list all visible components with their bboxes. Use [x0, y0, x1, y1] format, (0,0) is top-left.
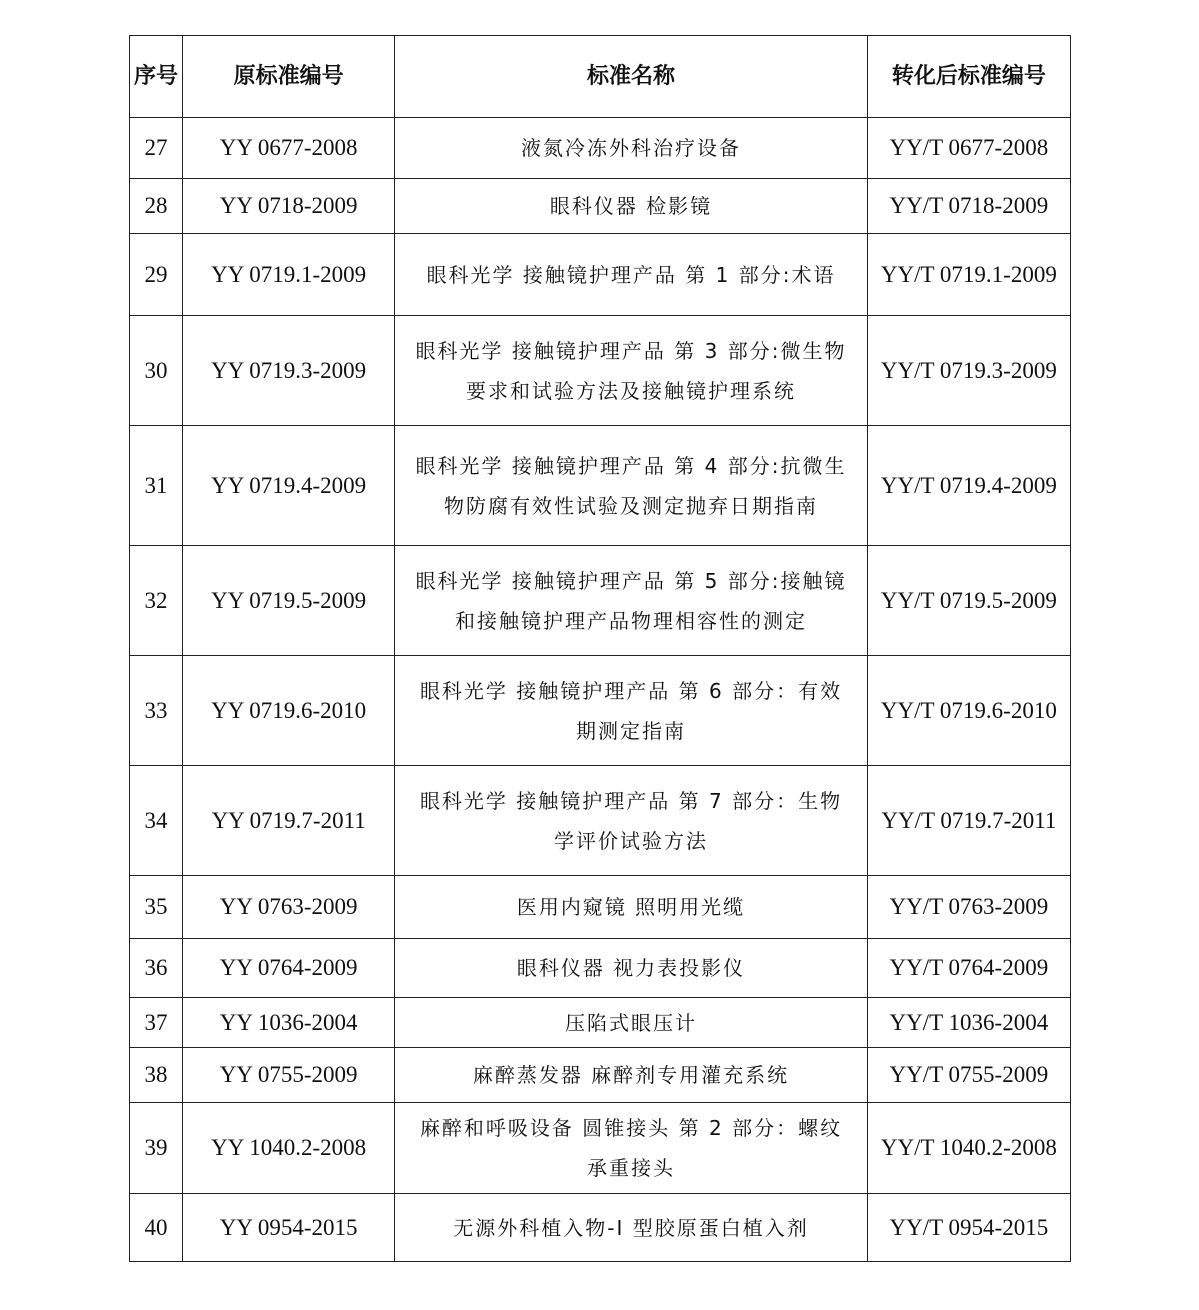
cell-converted-code: YY/T 0677-2008 — [867, 118, 1070, 179]
table-row — [130, 118, 1071, 179]
cell-name: 医用内窥镜 照明用光缆 — [395, 876, 868, 939]
cell-converted-code: YY/T 0954-2015 — [867, 1194, 1070, 1262]
cell-seq: 37 — [130, 998, 183, 1048]
table-header-row — [130, 36, 1071, 118]
cell-name: 麻醉和呼吸设备 圆锥接头 第 2 部分：螺纹承重接头 — [395, 1103, 868, 1194]
cell-name: 液氮冷冻外科治疗设备 — [395, 118, 868, 179]
cell-original-code: YY 0763-2009 — [183, 876, 395, 939]
table-row — [130, 1048, 1071, 1103]
cell-name: 眼科光学 接触镜护理产品 第 5 部分:接触镜和接触镜护理产品物理相容性的测定 — [395, 546, 868, 656]
cell-name: 眼科仪器 视力表投影仪 — [395, 939, 868, 998]
cell-name: 眼科光学 接触镜护理产品 第 3 部分:微生物要求和试验方法及接触镜护理系统 — [395, 316, 868, 426]
cell-converted-code: YY/T 1036-2004 — [867, 998, 1070, 1048]
cell-seq: 40 — [130, 1194, 183, 1262]
cell-name: 麻醉蒸发器 麻醉剂专用灌充系统 — [395, 1048, 868, 1103]
cell-name: 无源外科植入物-I 型胶原蛋白植入剂 — [395, 1194, 868, 1262]
cell-converted-code: YY/T 0764-2009 — [867, 939, 1070, 998]
cell-original-code: YY 0719.6-2010 — [183, 656, 395, 766]
cell-original-code: YY 0719.1-2009 — [183, 234, 395, 316]
table-row — [130, 179, 1071, 234]
table-row — [130, 1194, 1071, 1262]
cell-original-code: YY 1036-2004 — [183, 998, 395, 1048]
table-row — [130, 766, 1071, 876]
cell-name: 眼科光学 接触镜护理产品 第 6 部分：有效期测定指南 — [395, 656, 868, 766]
cell-seq: 28 — [130, 179, 183, 234]
table-row — [130, 1103, 1071, 1194]
cell-original-code: YY 1040.2-2008 — [183, 1103, 395, 1194]
cell-converted-code: YY/T 0763-2009 — [867, 876, 1070, 939]
cell-seq: 39 — [130, 1103, 183, 1194]
cell-converted-code: YY/T 1040.2-2008 — [867, 1103, 1070, 1194]
cell-converted-code: YY/T 0755-2009 — [867, 1048, 1070, 1103]
cell-seq: 34 — [130, 766, 183, 876]
cell-name: 眼科光学 接触镜护理产品 第 7 部分：生物学评价试验方法 — [395, 766, 868, 876]
cell-converted-code: YY/T 0719.6-2010 — [867, 656, 1070, 766]
cell-original-code: YY 0755-2009 — [183, 1048, 395, 1103]
cell-original-code: YY 0719.4-2009 — [183, 426, 395, 546]
cell-name: 眼科光学 接触镜护理产品 第 4 部分:抗微生物防腐有效性试验及测定抛弃日期指南 — [395, 426, 868, 546]
header-original-code: 原标准编号 — [183, 36, 395, 118]
cell-original-code: YY 0719.3-2009 — [183, 316, 395, 426]
cell-original-code: YY 0718-2009 — [183, 179, 395, 234]
table-row — [130, 998, 1071, 1048]
table-row — [130, 316, 1071, 426]
table-row — [130, 876, 1071, 939]
table-row — [130, 234, 1071, 316]
cell-converted-code: YY/T 0719.7-2011 — [867, 766, 1070, 876]
cell-name: 眼科光学 接触镜护理产品 第 1 部分:术语 — [395, 234, 868, 316]
cell-seq: 31 — [130, 426, 183, 546]
cell-original-code: YY 0954-2015 — [183, 1194, 395, 1262]
cell-converted-code: YY/T 0719.4-2009 — [867, 426, 1070, 546]
header-seq: 序号 — [130, 36, 183, 118]
table-row — [130, 939, 1071, 998]
cell-converted-code: YY/T 0719.1-2009 — [867, 234, 1070, 316]
cell-seq: 36 — [130, 939, 183, 998]
cell-original-code: YY 0719.5-2009 — [183, 546, 395, 656]
cell-seq: 33 — [130, 656, 183, 766]
cell-original-code: YY 0677-2008 — [183, 118, 395, 179]
cell-name: 压陷式眼压计 — [395, 998, 868, 1048]
cell-seq: 32 — [130, 546, 183, 656]
cell-seq: 38 — [130, 1048, 183, 1103]
cell-name: 眼科仪器 检影镜 — [395, 179, 868, 234]
cell-original-code: YY 0719.7-2011 — [183, 766, 395, 876]
standards-table — [129, 35, 1071, 1262]
cell-original-code: YY 0764-2009 — [183, 939, 395, 998]
table-row — [130, 656, 1071, 766]
table-row — [130, 546, 1071, 656]
header-name: 标准名称 — [395, 36, 868, 118]
cell-converted-code: YY/T 0719.5-2009 — [867, 546, 1070, 656]
cell-seq: 29 — [130, 234, 183, 316]
header-converted-code: 转化后标准编号 — [867, 36, 1070, 118]
cell-converted-code: YY/T 0718-2009 — [867, 179, 1070, 234]
cell-converted-code: YY/T 0719.3-2009 — [867, 316, 1070, 426]
table-row — [130, 426, 1071, 546]
cell-seq: 35 — [130, 876, 183, 939]
cell-seq: 30 — [130, 316, 183, 426]
cell-seq: 27 — [130, 118, 183, 179]
